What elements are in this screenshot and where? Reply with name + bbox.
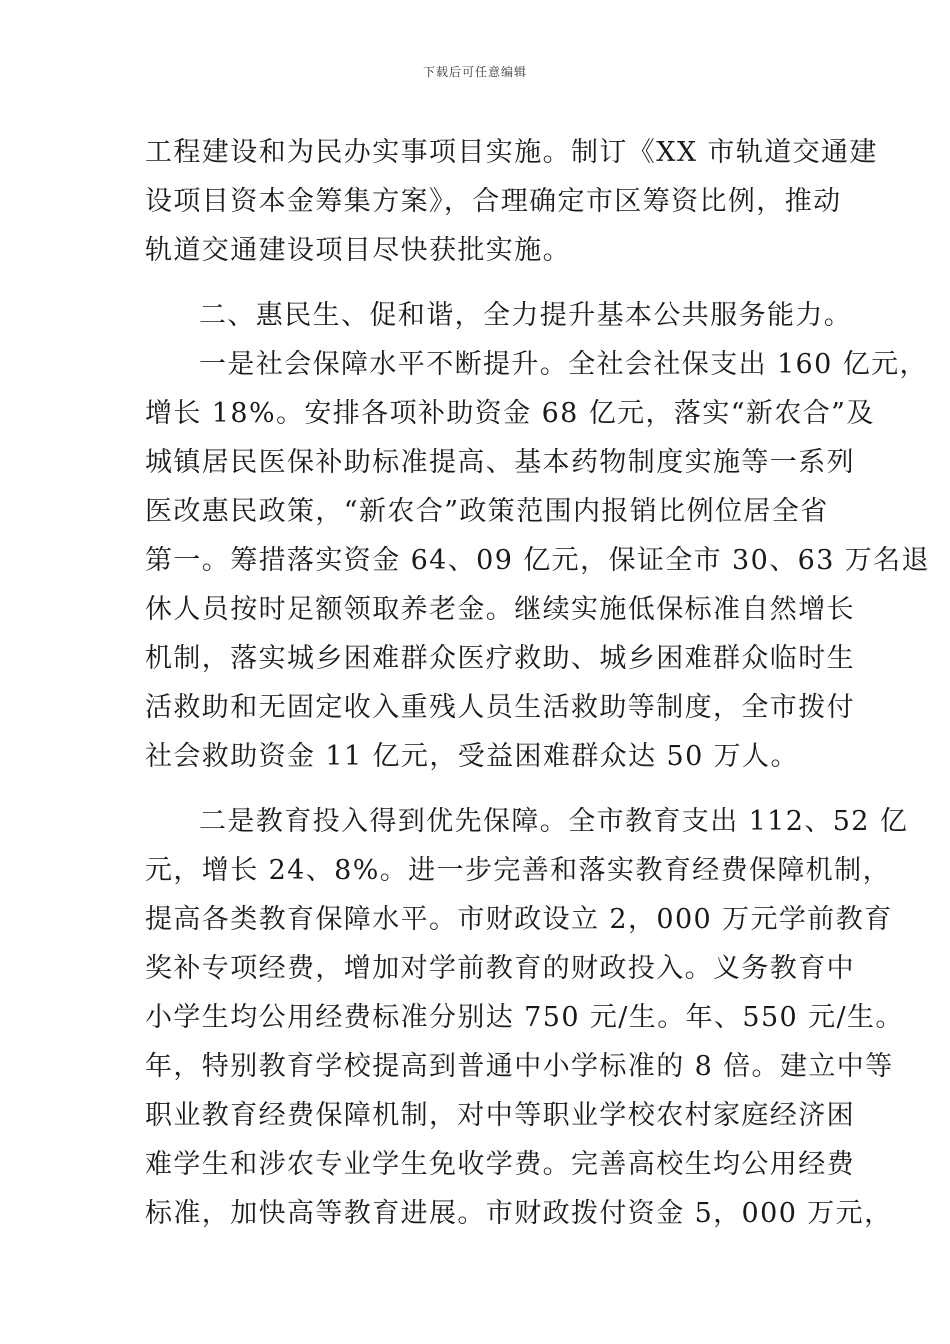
text-line: 标准，加快高等教育进展。市财政拨付资金 5，000 万元， bbox=[145, 1198, 893, 1229]
paragraph-education bbox=[145, 797, 909, 1238]
text-line: 年，特别教育学校提高到普通中小学标准的 8 倍。建立中等 bbox=[145, 1051, 894, 1082]
text-line: 提高各类教育保障水平。市财政设立 2，000 万元学前教育 bbox=[145, 904, 893, 935]
text-line: 第一。筹措落实资金 64、09 亿元，保证全市 30、63 万名退 bbox=[145, 545, 930, 576]
section-heading: 二、惠民生、促和谐，全力提升基本公共服务能力。 bbox=[199, 300, 853, 331]
text-line: 增长 18%。安排各项补助资金 68 亿元，落实“新农合”及 bbox=[145, 398, 875, 429]
text-line: 休人员按时足额领取养老金。继续实施低保标准自然增长 bbox=[145, 594, 855, 625]
text-line: 二是教育投入得到优先保障。全市教育支出 112、52 亿 bbox=[199, 806, 909, 837]
text-line: 活救助和无固定收入重残人员生活救助等制度，全市拨付 bbox=[145, 692, 855, 723]
text-line: 一是社会保障水平不断提升。全社会社保支出 160 亿元， bbox=[199, 349, 928, 380]
text-line: 小学生均公用经费标准分别达 750 元/生。年、550 元/生。 bbox=[145, 1002, 904, 1033]
text-line: 职业教育经费保障机制，对中等职业学校农村家庭经济困 bbox=[145, 1100, 855, 1131]
paragraph-continuation bbox=[145, 128, 878, 275]
text-line: 奖补专项经费，增加对学前教育的财政投入。义务教育中 bbox=[145, 953, 855, 984]
text-line: 工程建设和为民办实事项目实施。制订《XX 市轨道交通建 bbox=[145, 137, 878, 168]
text-line: 轨道交通建设项目尽快获批实施。 bbox=[145, 235, 571, 266]
text-line: 设项目资本金筹集方案》，合理确定市区筹资比例，推动 bbox=[145, 186, 842, 217]
section-heading-public-services bbox=[145, 291, 853, 340]
text-line: 机制，落实城乡困难群众医疗救助、城乡困难群众临时生 bbox=[145, 643, 855, 674]
paragraph-social-security bbox=[145, 340, 930, 781]
text-line: 医改惠民政策，“新农合”政策范围内报销比例位居全省 bbox=[145, 496, 829, 527]
text-line: 城镇居民医保补助标准提高、基本药物制度实施等一系列 bbox=[145, 447, 855, 478]
text-line: 社会救助资金 11 亿元，受益困难群众达 50 万人。 bbox=[145, 741, 799, 772]
text-line: 难学生和涉农专业学生免收学费。完善高校生均公用经费 bbox=[145, 1149, 855, 1180]
page-header-note: 下载后可任意编辑 bbox=[422, 65, 527, 79]
document-body bbox=[145, 128, 930, 1238]
text-line: 元，增长 24、8%。进一步完善和落实教育经费保障机制， bbox=[145, 855, 891, 886]
